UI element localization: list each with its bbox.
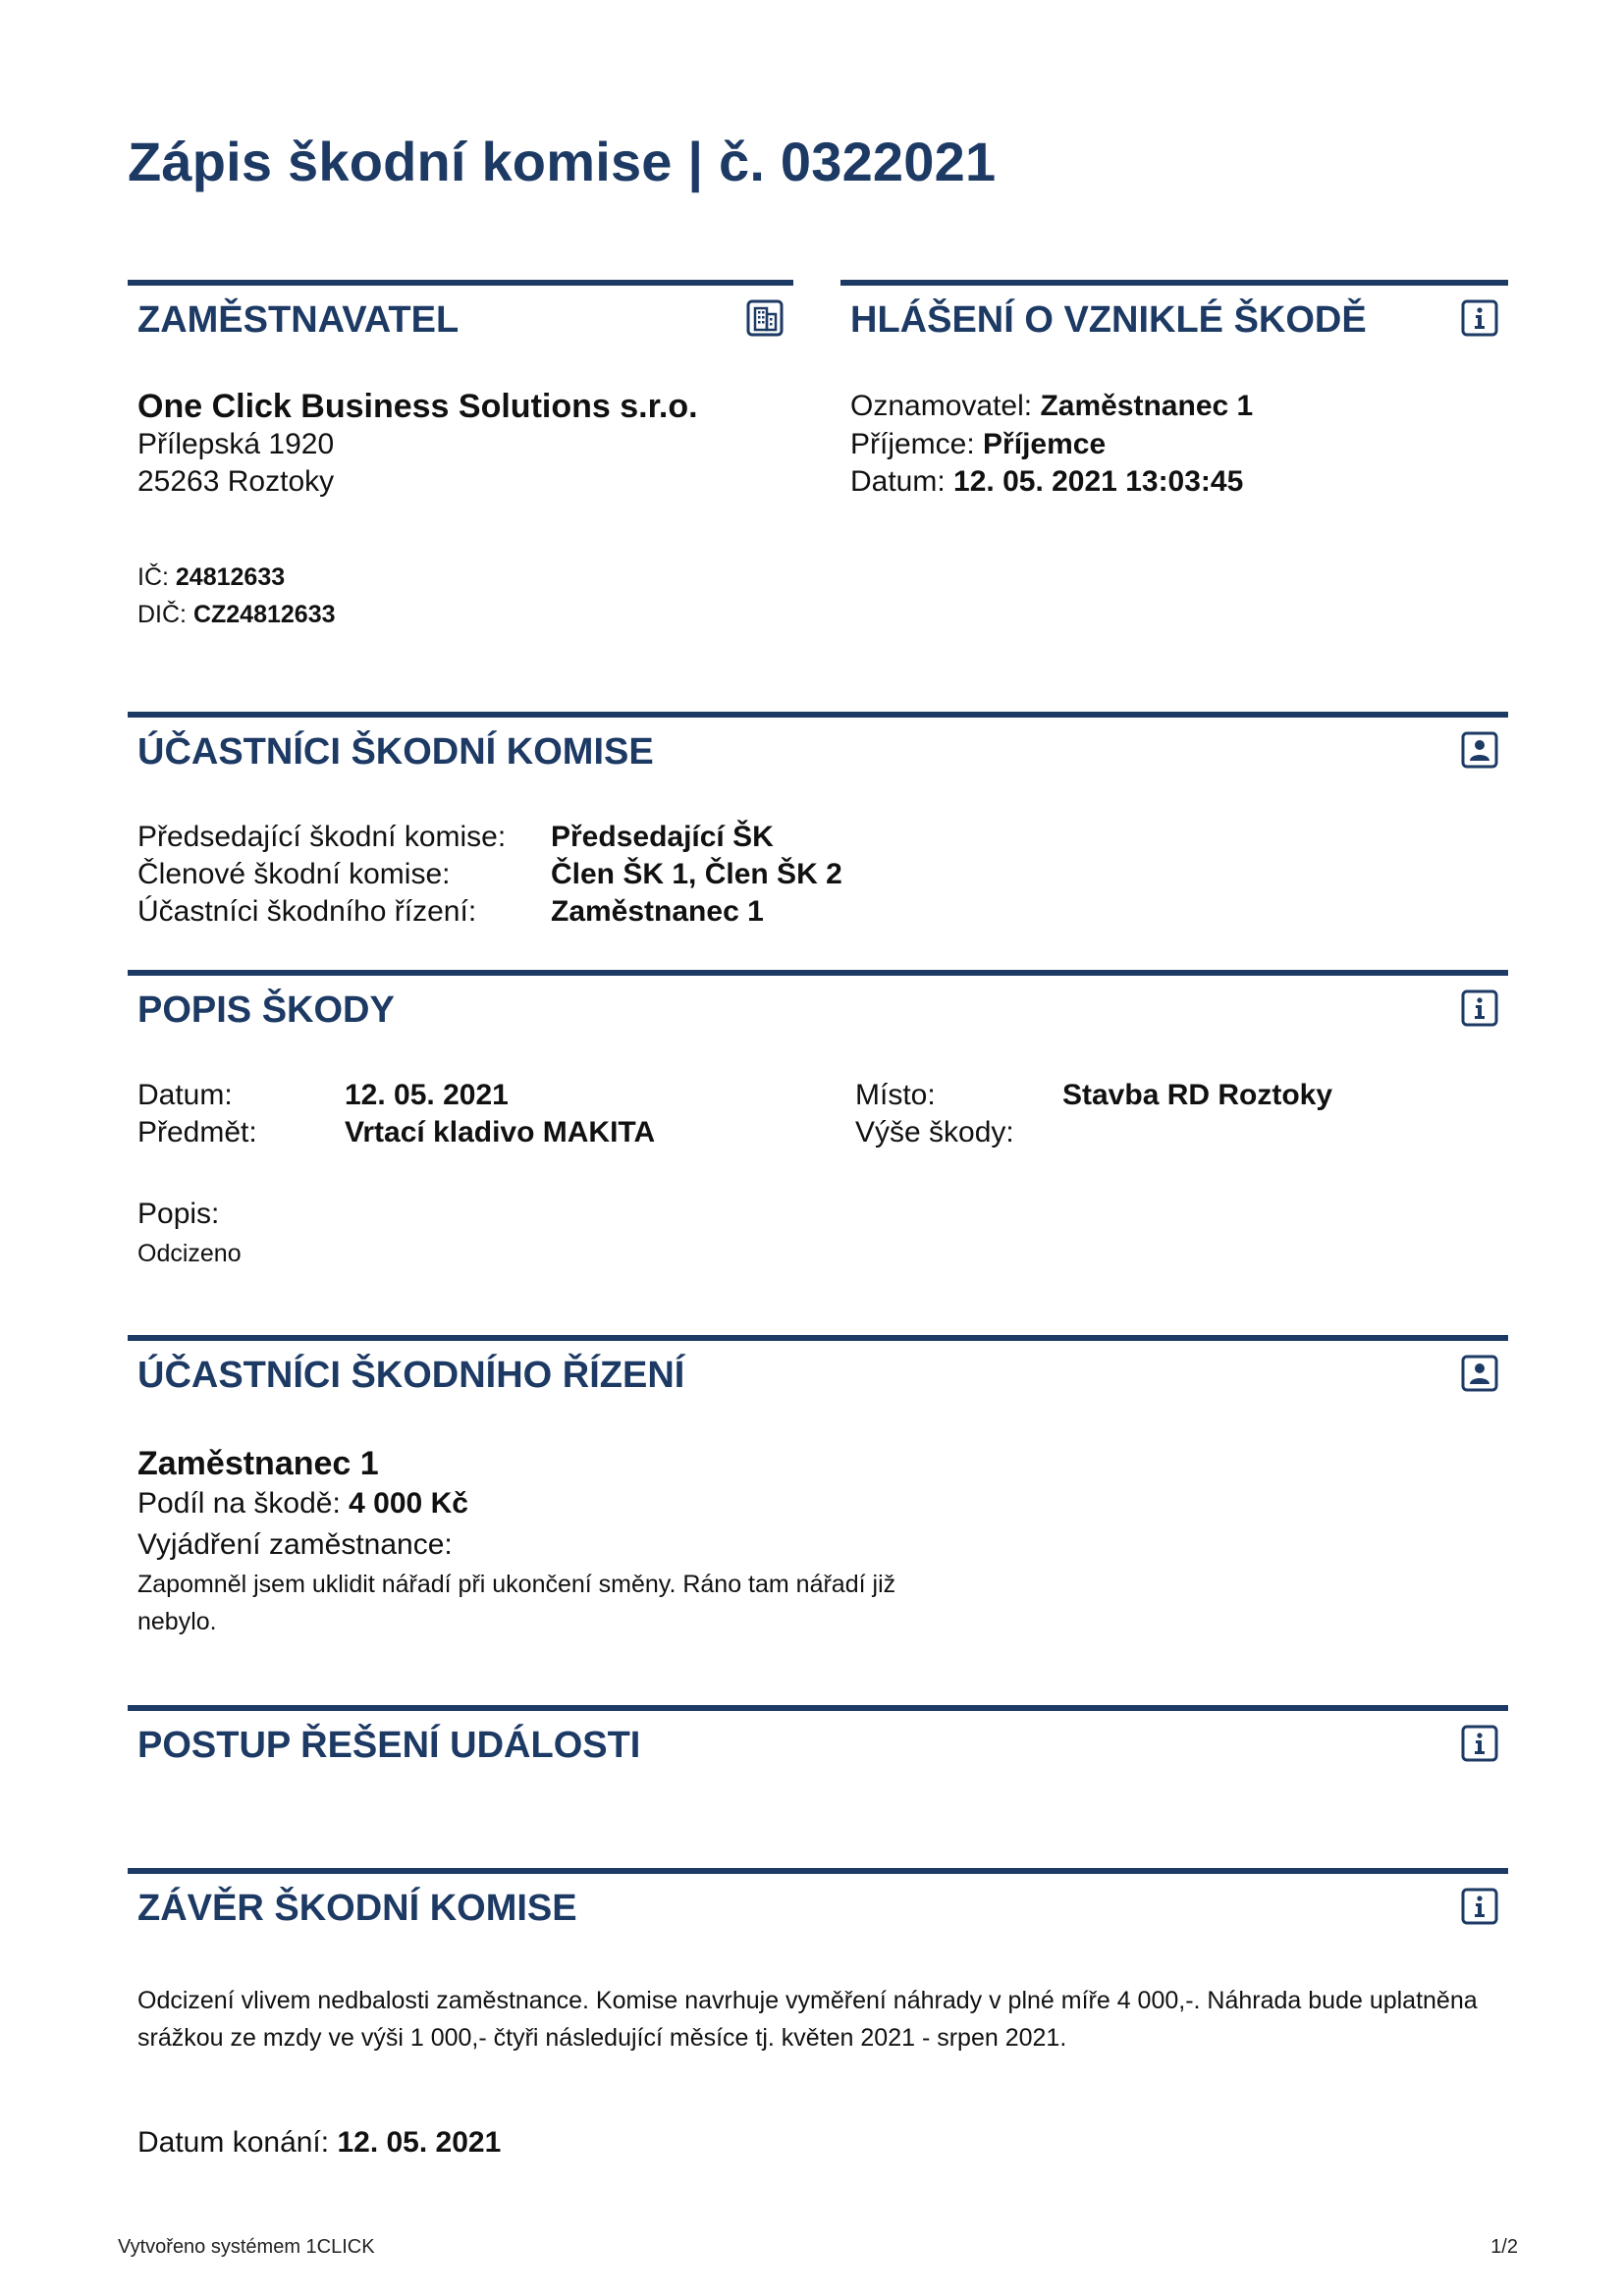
info-icon <box>1461 1888 1498 1925</box>
report-heading: HLÁŠENÍ O VZNIKLÉ ŠKODĚ <box>850 299 1367 341</box>
damage-subject-value: Vrtací kladivo MAKITA <box>345 1116 656 1148</box>
building-icon <box>746 299 784 337</box>
commission-members-label: Členové škodní komise: <box>137 858 451 890</box>
commission-chair-label: Předsedající škodní komise: <box>137 821 507 853</box>
info-icon <box>1461 1725 1498 1762</box>
info-icon <box>1461 299 1498 337</box>
damage-place-label: Místo: <box>855 1079 936 1111</box>
document-title: Zápis škodní komise | č. 0322021 <box>128 131 997 192</box>
proceedings-section <box>128 1335 1508 1694</box>
commission-participants-value: Zaměstnanec 1 <box>551 895 764 928</box>
employer-ic: IČ: 24812633 <box>137 563 286 591</box>
footer-page-number: 1/2 <box>1490 2236 1518 2258</box>
conclusion-text-line1: Odcizení vlivem nedbalosti zaměstnance. Komise navrhuje vyměření náhrady v plné míře 4 000,-. Náhrada bude uplatněna <box>137 1987 1478 2014</box>
employer-company: One Click Business Solutions s.r.o. <box>137 388 698 425</box>
damage-amount-label: Výše škody: <box>855 1116 1014 1148</box>
proceedings-statement-label: Vyjádření zaměstnance: <box>137 1528 453 1561</box>
conclusion-section <box>128 1868 1508 2188</box>
employer-section <box>128 280 793 639</box>
conclusion-heading: ZÁVĚR ŠKODNÍ KOMISE <box>137 1888 577 1929</box>
damage-date-value: 12. 05. 2021 <box>345 1079 509 1111</box>
commission-section <box>128 712 1508 963</box>
footer-created-by: Vytvořeno systémem 1CLICK <box>118 2236 375 2258</box>
damage-place-value: Stavba RD Roztoky <box>1062 1079 1333 1111</box>
report-date: Datum: 12. 05. 2021 13:03:45 <box>850 465 1244 498</box>
report-section <box>840 280 1508 639</box>
person-card-icon <box>1461 731 1498 769</box>
damage-date-label: Datum: <box>137 1079 233 1111</box>
commission-heading: ÚČASTNÍCI ŠKODNÍ KOMISE <box>137 731 654 773</box>
employer-city: 25263 Roztoky <box>137 465 335 498</box>
damage-description-value: Odcizeno <box>137 1240 242 1267</box>
commission-participants-label: Účastníci škodního řízení: <box>137 895 477 928</box>
employer-dic: DIČ: CZ24812633 <box>137 601 336 628</box>
person-card-icon <box>1461 1355 1498 1392</box>
damage-heading: POPIS ŠKODY <box>137 989 395 1031</box>
procedure-heading: POSTUP ŘEŠENÍ UDÁLOSTI <box>137 1725 641 1766</box>
report-reporter: Oznamovatel: Zaměstnanec 1 <box>850 390 1254 422</box>
damage-subject-label: Předmět: <box>137 1116 257 1148</box>
proceedings-share: Podíl na škodě: 4 000 Kč <box>137 1487 468 1520</box>
procedure-section <box>128 1705 1508 1858</box>
proceedings-statement-line2: nebylo. <box>137 1608 217 1635</box>
proceedings-heading: ÚČASTNÍCI ŠKODNÍHO ŘÍZENÍ <box>137 1355 685 1396</box>
info-icon <box>1461 989 1498 1027</box>
employer-street: Přílepská 1920 <box>137 428 335 460</box>
conclusion-text-line2: srážkou ze mzdy ve výši 1 000,- čtyři následující měsíce tj. květen 2021 - srpen 2021. <box>137 2024 1067 2052</box>
proceedings-name: Zaměstnanec 1 <box>137 1445 379 1482</box>
commission-chair-value: Předsedající ŠK <box>551 821 774 853</box>
damage-section <box>128 970 1508 1339</box>
commission-members-value: Člen ŠK 1, Člen ŠK 2 <box>551 858 842 890</box>
employer-heading: ZAMĚSTNAVATEL <box>137 299 460 341</box>
damage-description-label: Popis: <box>137 1198 220 1230</box>
proceedings-statement-line1: Zapomněl jsem uklidit nářadí při ukončení směny. Ráno tam nářadí již <box>137 1571 896 1598</box>
report-recipient: Příjemce: Příjemce <box>850 428 1107 460</box>
conclusion-meeting-date: Datum konání: 12. 05. 2021 <box>137 2126 502 2159</box>
